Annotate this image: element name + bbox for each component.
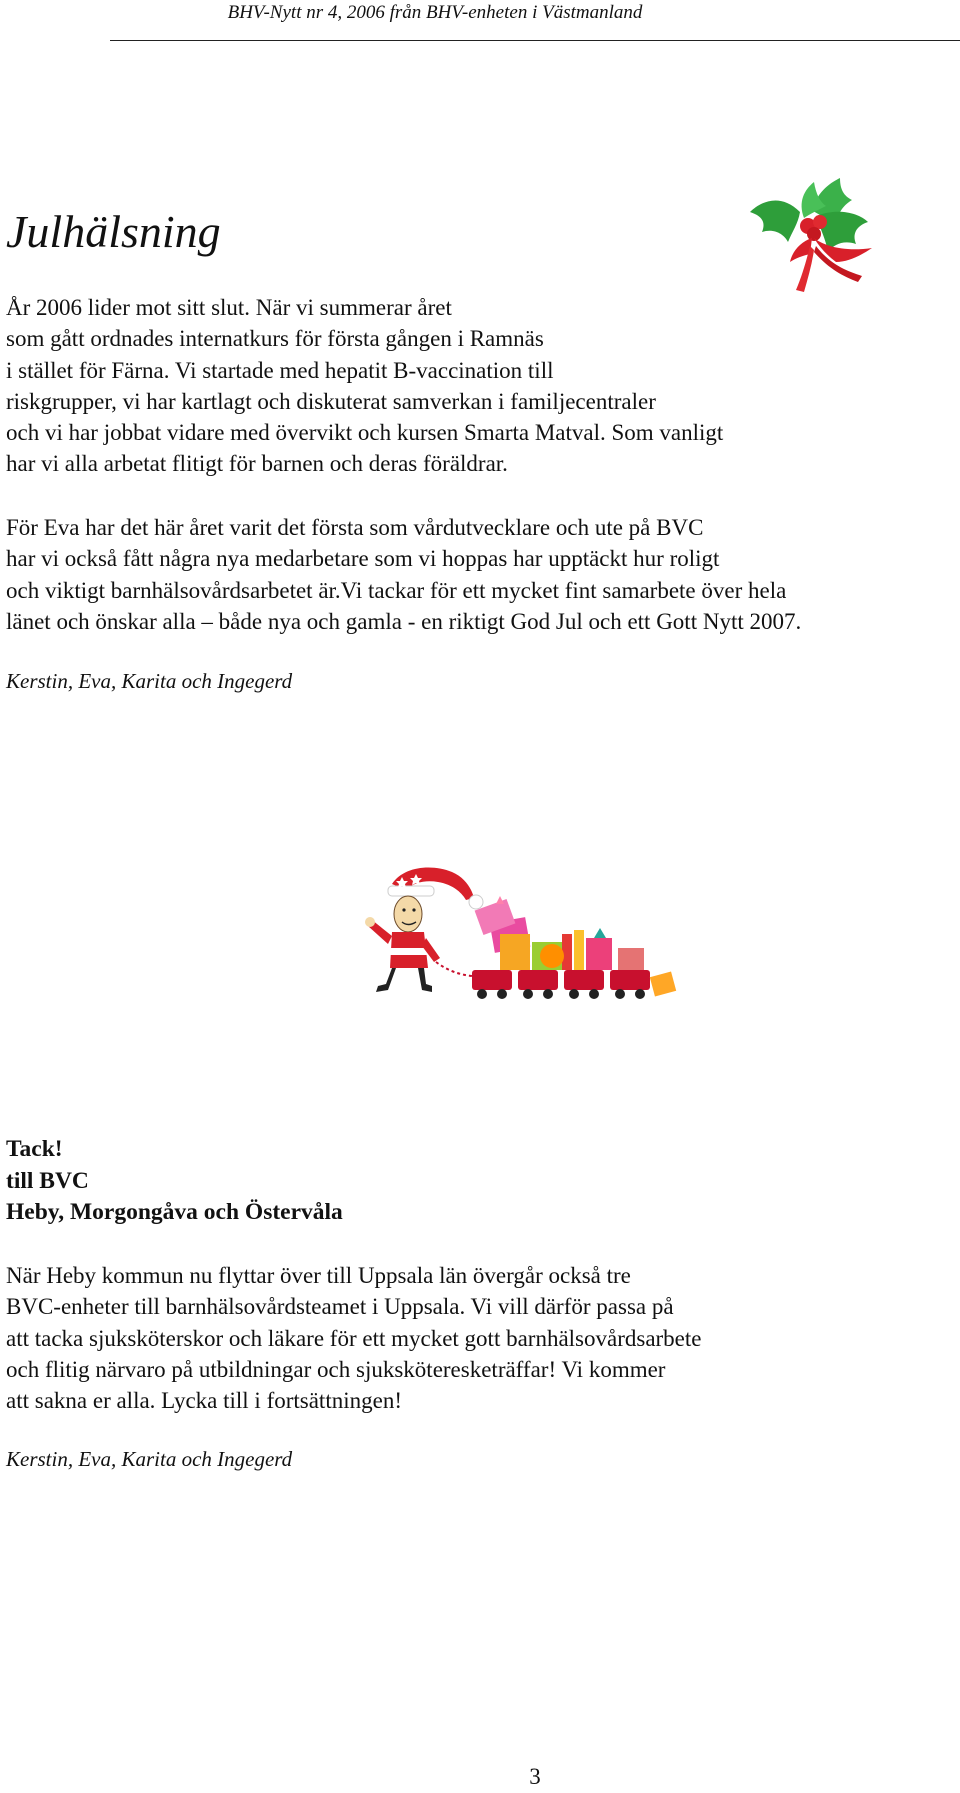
text-line: länet och önskar alla – både nya och gamla - en riktigt God Jul och ett Gott Nytt 2007. [6,608,802,634]
tack-signature: Kerstin, Eva, Karita och Ingegerd [6,1447,293,1471]
julhalsning-paragraph-1 [6,292,723,480]
julhalsning-signature: Kerstin, Eva, Karita och Ingegerd [6,669,293,693]
text-line: och viktigt barnhälsovårdsarbetet är.Vi tackar för ett mycket fint samarbete över hela [6,577,787,603]
text-line: i stället för Färna. Vi startade med hepatit B-vaccination till [6,357,554,383]
text-line: och vi har jobbat vidare med övervikt och kursen Smarta Matval. Som vanligt [6,420,724,446]
text-line: att tacka sjuksköterskor och läkare för ett mycket gott barnhälsovårdsarbete [6,1325,702,1351]
page-number: 3 [529,1764,541,1789]
tack-heading-line: Heby, Morgongåva och Östervåla [6,1199,343,1225]
text-line: riskgrupper, vi har kartlagt och diskuterat samverkan i familjecentraler [6,388,656,414]
text-line: som gått ordnades internatkurs för första gången i Ramnäs [6,326,544,352]
text-line: har vi också fått några nya medarbetare som vi hoppas har upptäckt hur roligt [6,546,720,572]
tack-paragraph [6,1260,702,1416]
holly-ribbon-icon [740,172,890,302]
text-line: BVC-enheter till barnhälsovårdsteamet i Uppsala. Vi vill därför passa på [6,1294,674,1320]
text-line: att sakna er alla. Lycka till i fortsättningen! [6,1388,402,1414]
santa-gift-train-icon [362,864,682,1024]
header-text: BHV-Nytt nr 4, 2006 från BHV-enheten i Västmanland [227,2,643,23]
header-rule [110,40,960,41]
page-header [0,0,960,46]
text-line: För Eva har det här året varit det första som vårdutvecklare och ute på BVC [6,515,704,540]
tack-heading [6,1134,343,1229]
tack-heading-line: till BVC [6,1167,89,1194]
text-line: och flitig närvaro på utbildningar och sjuksköteresketräffar! Vi kommer [6,1356,666,1382]
text-line: har vi alla arbetat flitigt för barnen och deras föräldrar. [6,451,508,477]
text-line: När Heby kommun nu flyttar över till Uppsala län övergår också tre [6,1263,631,1288]
page-title: Julhälsning [6,206,221,257]
tack-heading-line: Tack! [6,1136,63,1162]
text-line: År 2006 lider mot sitt slut. När vi summerar året [6,295,452,320]
julhalsning-paragraph-2 [6,512,801,637]
